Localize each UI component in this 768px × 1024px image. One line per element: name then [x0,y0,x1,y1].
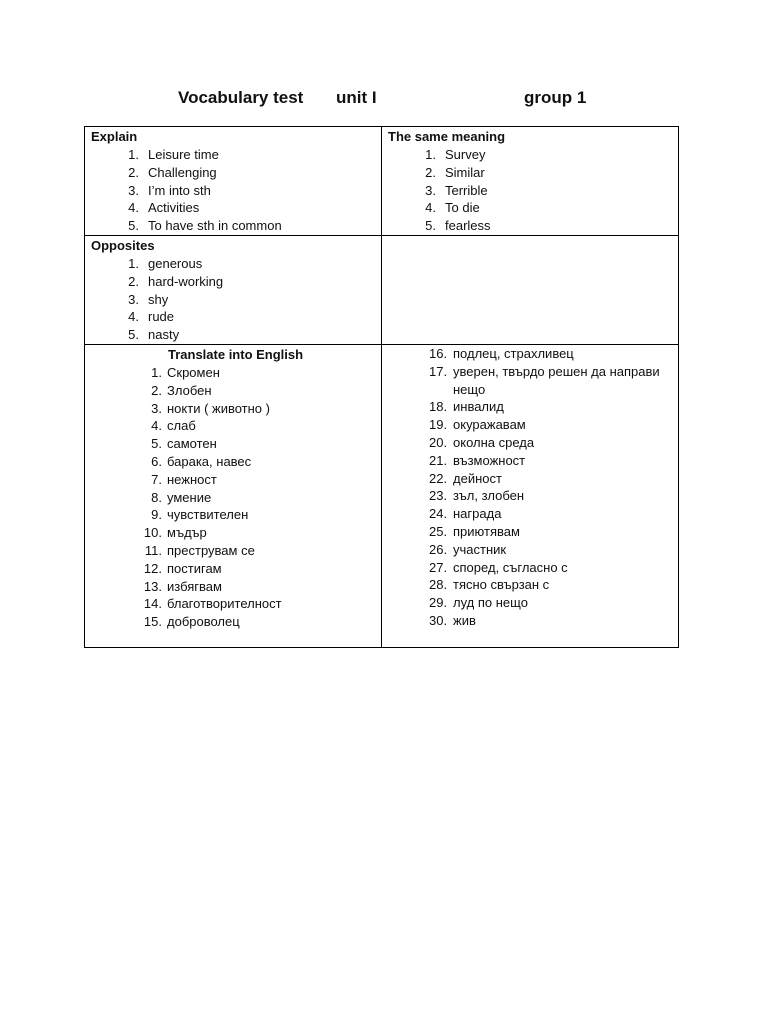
item-text: уверен, твърдо решен да направи нещо [453,363,660,397]
item-number: 23. [429,488,448,504]
opposites-list [91,255,375,344]
list-item [429,505,672,523]
list-item [429,345,672,363]
item-text: инвалид [453,399,504,415]
item-text: преструвам се [167,542,255,558]
list-item [388,146,672,164]
list-item [388,182,672,200]
item-number: 4. [128,309,139,325]
item-text: награда [453,506,502,522]
item-text: fearless [445,218,491,234]
list-item [429,416,672,434]
list-item [91,255,375,273]
title-group: group 1 [524,88,587,107]
item-text: дейност [453,470,502,486]
item-text: To die [445,200,480,216]
item-text: нежност [167,471,217,487]
item-number: 25. [429,523,448,539]
item-text: nasty [148,327,180,343]
list-item [91,364,375,382]
list-item [429,487,672,505]
item-text: Скромен [167,364,220,380]
item-text: Злобен [167,382,212,398]
item-text: мъдър [167,525,207,541]
item-text: зъл, злобен [453,488,525,504]
item-number: 3. [425,182,436,198]
item-number: 17. [429,363,448,379]
list-item [429,594,672,612]
list-item [91,435,375,453]
test-title [0,88,768,112]
item-number: 28. [429,577,448,593]
list-item [91,182,375,200]
item-number: 26. [429,541,448,557]
list-item [91,595,375,613]
item-text: Activities [148,200,200,216]
list-item [429,523,672,541]
list-item [91,308,375,326]
opposites-heading: Opposites [91,237,155,253]
item-number: 5. [151,436,162,452]
item-number: 1. [128,255,139,271]
item-number: 4. [425,200,436,216]
item-number: 9. [151,507,162,523]
item-text: околна среда [453,434,535,450]
item-text: Terrible [445,182,488,198]
item-number: 1. [425,147,436,162]
list-item [91,471,375,489]
list-item [91,506,375,524]
item-number: 2. [128,164,139,180]
list-item [91,489,375,507]
list-item [429,612,672,630]
item-text: жив [453,612,476,628]
item-number: 3. [128,182,139,198]
list-item [429,470,672,488]
item-text: постигам [167,560,222,576]
item-text: тясно свързан с [453,577,550,593]
list-item [429,576,672,594]
item-number: 12. [143,560,162,576]
item-text: нокти ( животно ) [167,400,270,416]
item-number: 20. [429,434,448,450]
vocabulary-table [84,126,679,648]
item-text: луд по нещо [453,595,528,611]
item-number: 5. [128,327,139,343]
same-meaning-list [388,146,672,235]
item-number: 22. [429,470,448,486]
item-text: I’m into sth [148,182,211,198]
item-text: окуражавам [453,417,526,433]
item-number: 6. [151,453,162,469]
item-number: 15. [143,614,162,630]
list-item [91,524,375,542]
table-row [85,344,679,647]
same-meaning-heading: The same meaning [388,129,506,144]
item-number: 5. [128,218,139,234]
item-number: 18. [429,399,448,415]
list-item [388,164,672,182]
item-text: благотворителност [167,596,282,612]
empty-cell [382,235,679,344]
table-row [85,127,679,236]
item-text: възможност [453,452,526,468]
translate-heading: Translate into English [168,346,304,362]
same-meaning-cell [382,127,679,236]
explain-list [91,146,375,235]
list-item [429,398,672,416]
list-item [429,363,672,399]
list-item [388,199,672,217]
list-item [91,146,375,164]
item-text: приютявам [453,523,520,539]
item-text: To have sth in common [148,218,282,234]
list-item [91,560,375,578]
item-number: 2. [425,164,436,180]
list-item [91,453,375,471]
item-text: самотен [167,436,217,452]
list-item [91,217,375,235]
list-item [91,164,375,182]
item-number: 2. [128,273,139,289]
item-text: избягвам [167,578,222,594]
list-item [91,417,375,435]
item-text: rude [148,309,175,325]
item-text: умение [167,489,212,505]
title-vocabulary-test: Vocabulary test [178,88,304,107]
item-number: 1. [151,364,162,380]
item-number: 21. [429,452,448,468]
item-text: Challenging [148,164,217,180]
item-number: 11. [144,542,162,558]
item-text: generous [148,255,203,271]
item-text: Similar [445,164,485,180]
list-item [91,326,375,344]
table-row [85,235,679,344]
list-item [91,542,375,560]
item-text: Survey [445,147,486,162]
item-text: барака, навес [167,453,252,469]
list-item [91,578,375,596]
list-item [429,452,672,470]
item-number: 2. [151,382,162,398]
item-number: 10. [143,525,162,541]
translate-list-right [429,345,672,630]
explain-heading: Explain [91,129,138,144]
item-number: 24. [429,506,448,522]
item-text: hard-working [148,273,224,289]
item-text: Leisure time [148,147,219,162]
item-number: 13. [143,578,162,594]
title-unit: unit I [336,88,377,107]
translate-right-cell [382,344,679,647]
list-item [388,217,672,235]
item-number: 30. [429,612,448,628]
item-number: 4. [128,200,139,216]
list-item [91,382,375,400]
item-number: 3. [151,400,162,416]
list-item [91,273,375,291]
item-text: според, съгласно с [453,559,568,575]
item-text: слаб [167,418,196,434]
list-item [91,291,375,309]
item-text: shy [148,291,169,307]
list-item [91,199,375,217]
item-number: 27. [429,559,448,575]
list-item [429,559,672,577]
item-number: 16. [429,345,448,361]
list-item [91,613,375,631]
item-number: 7. [151,471,162,487]
item-number: 4. [151,418,162,434]
item-text: доброволец [167,614,240,630]
item-number: 29. [429,595,448,611]
item-number: 5. [425,218,436,234]
item-number: 8. [151,489,162,505]
opposites-cell [85,235,382,344]
item-number: 1. [128,147,139,162]
list-item [91,400,375,418]
explain-cell [85,127,382,236]
item-number: 14. [143,596,162,612]
item-number: 19. [429,417,448,433]
list-item [429,541,672,559]
item-text: чувствителен [167,507,249,523]
translate-left-cell [85,344,382,647]
item-text: участник [453,541,507,557]
translate-list-left [91,364,375,631]
item-text: подлец, страхливец [453,345,574,361]
item-number: 3. [128,291,139,307]
list-item [429,434,672,452]
